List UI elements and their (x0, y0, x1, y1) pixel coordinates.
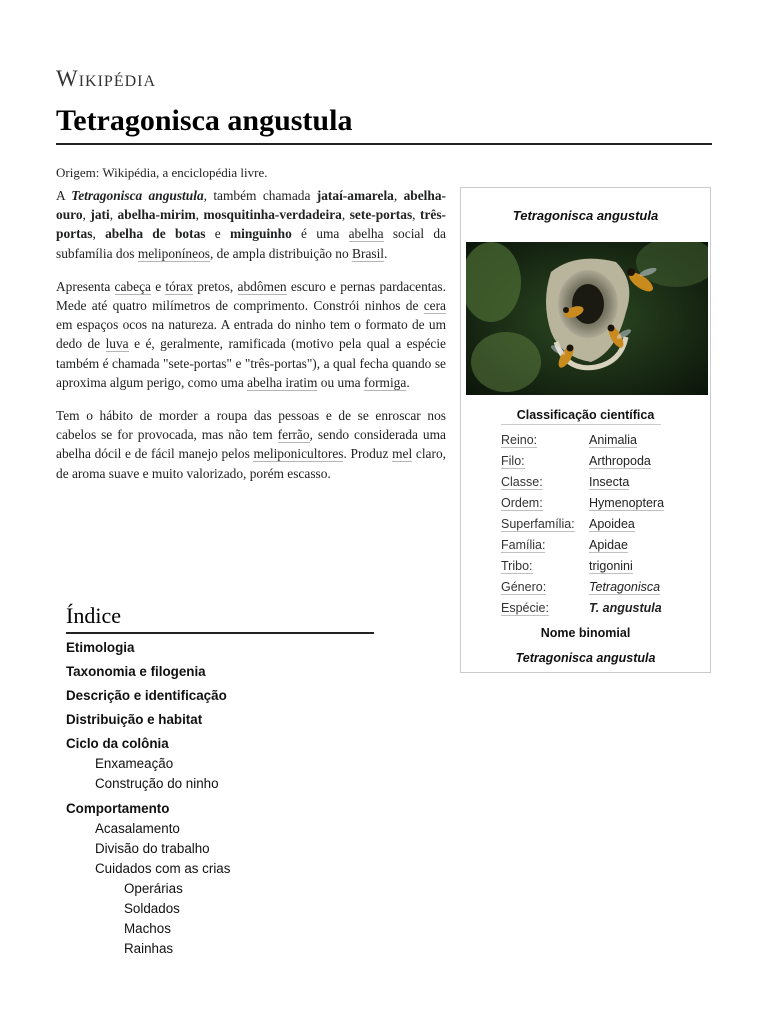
taxonomy-value[interactable]: Arthropoda (589, 454, 651, 468)
taxonomy-row (501, 496, 701, 516)
paragraph-intro (56, 186, 446, 263)
text-run: e (205, 226, 230, 242)
toc-item[interactable]: Comportamento (66, 801, 170, 816)
article-link[interactable]: cabeça (114, 278, 151, 294)
text-run: , (195, 207, 204, 223)
article-link[interactable]: meliponíneos (137, 245, 210, 261)
page-title: Tetragonisca angustula (56, 104, 712, 145)
bold-term: abelha de botas (105, 226, 206, 242)
article-link[interactable]: abelha iratim (247, 374, 318, 390)
text-run: , (393, 188, 404, 203)
article-link[interactable]: meliponicultores (253, 446, 344, 462)
text-run: escuro e pernas pardacentas. Mede até quatro milímetros de comprimento. Constrói ninhos de (56, 278, 446, 314)
binomial-name: Tetragonisca angustula (515, 651, 656, 665)
taxonomy-rank-link[interactable]: Espécie: (501, 601, 549, 615)
taxonomy-row (501, 475, 701, 495)
taxonomy-rank-link[interactable]: Classe: (501, 475, 543, 489)
paragraph-behavior (56, 406, 446, 483)
article-link[interactable]: abelha (348, 226, 384, 242)
taxonomy-value[interactable]: Animalia (589, 433, 637, 447)
text-run: claro, de aroma suave e muito valorizado, porém escasso. (56, 446, 447, 481)
article-link[interactable]: luva (105, 336, 129, 352)
toc-item[interactable]: Soldados (124, 901, 180, 916)
text-run: Apresenta (56, 278, 115, 294)
article-link[interactable]: tórax (165, 278, 193, 294)
text-run: social da subfamília dos (56, 226, 446, 261)
classification-heading: Classificação científica (516, 408, 655, 422)
text-run: , (412, 207, 420, 223)
classification-divider (501, 424, 661, 425)
taxonomy-row (501, 559, 701, 579)
taxonomy-value[interactable]: Tetragonisca (589, 580, 661, 594)
text-run: Tem o hábito de morder a roupa das pessoas e de se enroscar nos cabelos se for provocada, mas não tem (56, 408, 446, 443)
taxonomy-value[interactable]: Hymenoptera (589, 496, 665, 510)
toc-item[interactable]: Divisão do trabalho (95, 841, 210, 856)
binomial-heading: Nome binomial (540, 626, 631, 640)
taxonomy-rank-link[interactable]: Superfamília: (501, 517, 575, 531)
taxonomy-row (501, 433, 701, 453)
article-link[interactable]: abdômen (237, 278, 287, 294)
bold-term: sete-portas (349, 207, 413, 223)
bold-term: três-portas (56, 207, 447, 242)
bold-term: minguinho (229, 226, 292, 242)
taxonomy-value[interactable]: Apidae (589, 538, 628, 552)
text-run: A (56, 188, 72, 203)
taxonomy-rank-link[interactable]: Filo: (501, 454, 525, 468)
toc-item[interactable]: Descrição e identificação (66, 688, 227, 703)
bee-nest-photo[interactable] (466, 242, 708, 395)
toc-item[interactable]: Cuidados com as crias (95, 861, 231, 876)
text-run: , (82, 207, 91, 223)
bold-term: abelha-mirim (117, 207, 196, 223)
text-run: . (384, 245, 388, 261)
text-run: é uma (291, 226, 349, 242)
bold-term: abelha-ouro (56, 188, 446, 223)
toc-title: Índice (66, 603, 374, 634)
taxobox (460, 187, 711, 673)
taxonomy-rank-link[interactable]: Reino: (501, 433, 538, 447)
text-run: e (150, 278, 166, 294)
article-link[interactable]: cera (423, 298, 446, 314)
taxonomy-value[interactable]: trigonini (589, 559, 633, 573)
taxobox-title: Tetragonisca angustula (512, 208, 659, 223)
article-body (56, 186, 446, 497)
article-link[interactable]: mel (392, 446, 413, 462)
taxonomy-row (501, 517, 701, 537)
article-link[interactable]: Brasil (352, 245, 385, 261)
toc-item[interactable]: Construção do ninho (95, 776, 219, 791)
text-run: , (92, 226, 106, 242)
text-run: , (109, 207, 118, 223)
text-run: , também chamada (203, 188, 317, 203)
toc-item[interactable]: Taxonomia e filogenia (66, 664, 206, 679)
toc-item[interactable]: Machos (124, 921, 171, 936)
article-link[interactable]: ferrão (277, 427, 310, 443)
toc-item[interactable]: Distribuição e habitat (66, 712, 203, 727)
taxonomy-rank-link[interactable]: Família: (501, 538, 546, 552)
taxonomy-value[interactable]: Insecta (589, 475, 630, 489)
taxonomy-row (501, 580, 701, 600)
text-run: , (341, 207, 350, 223)
taxonomy-row (501, 601, 701, 621)
text-run: , sendo considerada uma abelha dócil e de fácil manejo pelos (56, 427, 446, 462)
bee-nest-illustration (466, 242, 708, 395)
text-run: , de ampla distribuição no (209, 245, 353, 261)
text-run: em espaços ocos na natureza. A entrada do ninho tem o formato de um dedo de (56, 317, 446, 352)
article-link[interactable]: formiga (363, 374, 407, 390)
bold-term: jati (90, 207, 110, 223)
taxonomy-rank-link[interactable]: Género: (501, 580, 547, 594)
toc-item[interactable]: Etimologia (66, 640, 135, 655)
toc-item[interactable]: Enxameação (95, 756, 174, 771)
taxonomy-rank-link[interactable]: Ordem: (501, 496, 543, 510)
taxonomy-rank-link[interactable]: Tribo: (501, 559, 533, 573)
text-run: ou uma (317, 374, 364, 390)
toc-item[interactable]: Ciclo da colônia (66, 736, 169, 751)
toc-item[interactable]: Rainhas (124, 941, 174, 956)
toc-item[interactable]: Acasalamento (95, 821, 180, 836)
taxonomy-value: T. angustula (589, 601, 662, 615)
origin-note: Origem: Wikipédia, a enciclopédia livre. (56, 165, 268, 180)
bold-term: jataí-amarela (316, 188, 394, 203)
text-run: e é, geralmente, ramificada (motivo pela qual a espécie também é chamada "sete-portas" e "três-portas"), a qual fecha quando se aproxima algum perigo, como uma (56, 336, 446, 390)
wikipedia-logo[interactable]: Wikipédia (56, 66, 157, 91)
toc-item[interactable]: Operárias (124, 881, 183, 896)
taxonomy-row (501, 538, 701, 558)
text-run: pretos, (192, 278, 238, 294)
bold-term: Tetragonisca angustula (71, 188, 204, 203)
text-run: . Produz (343, 446, 393, 462)
taxonomy-value[interactable]: Apoidea (589, 517, 635, 531)
bold-term: mosquitinha-verdadeira (203, 207, 342, 223)
paragraph-description (56, 277, 446, 392)
taxonomy-row (501, 454, 701, 474)
text-run: . (406, 374, 410, 390)
